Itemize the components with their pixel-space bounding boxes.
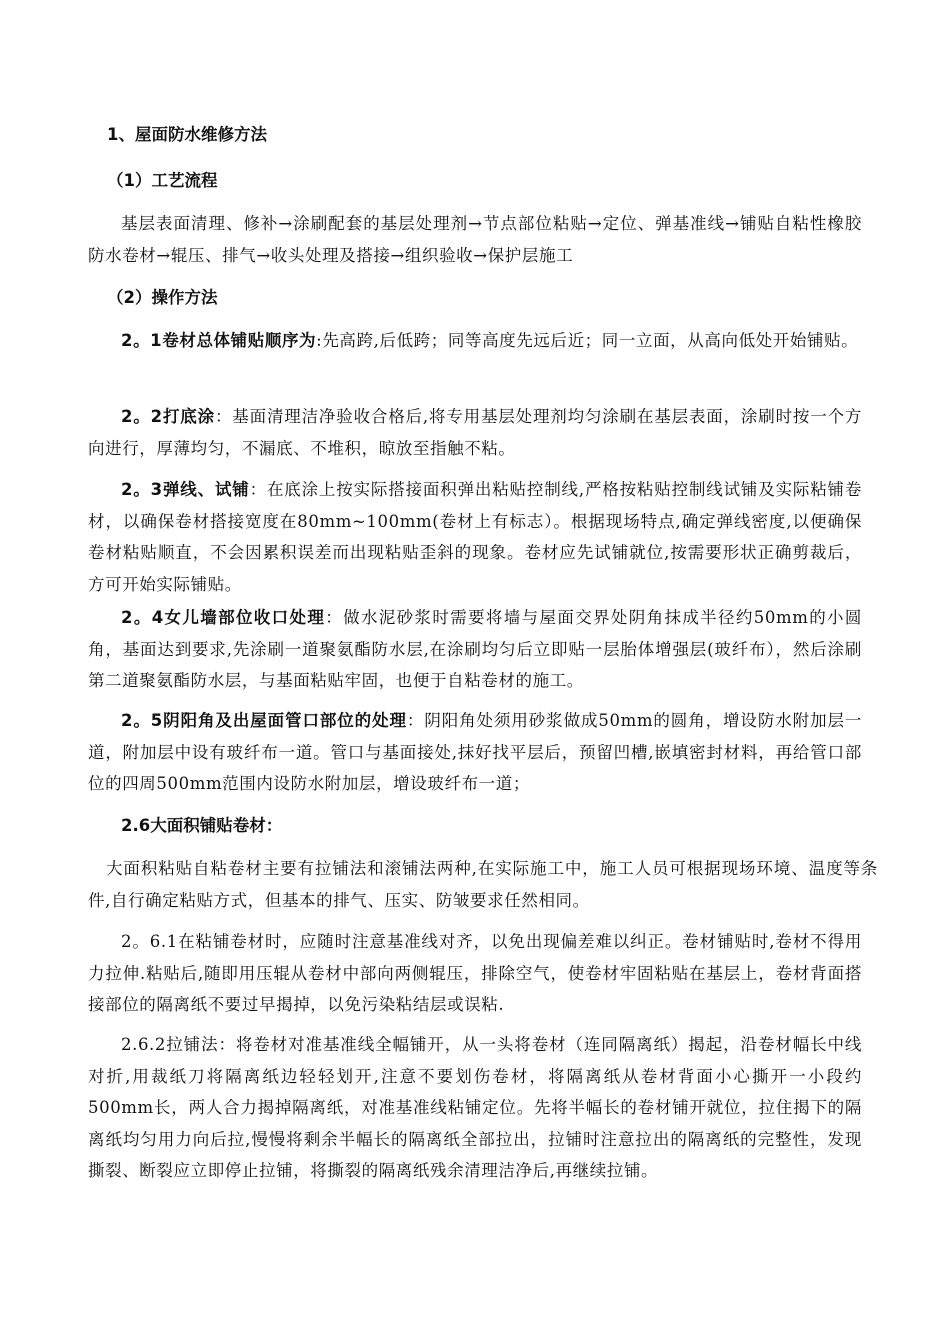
section-body-2-5: ：阴阳角处须用砂浆做成50mm的圆角，增设防水附加层一道，附加层中设有玻纤布一道。管口与基面接处,抹好找平层后，预留凹槽,嵌填密封材料，再给管口部位的四周500mm范围内设防水附加层，增设玻纤布一道； — [88, 711, 862, 793]
section-title-2-5: 2。5阴阳角及出屋面管口部位的处理 — [121, 711, 407, 730]
section-body-2-4: ：做水泥砂浆时需要将墙与屋面交界处阴角抹成半径约50mm的小圆角，基面达到要求,先涂刷一道聚氨酯防水层,在涂刷均匀后立即贴一层胎体增强层(玻纤布），然后涂刷第二道聚氨酯防水层，与基面粘贴牢固，也便于自粘卷材的施工。 — [88, 608, 863, 690]
heading-process-flow: （1）工艺流程 — [107, 171, 218, 190]
paragraph-2-6-intro: 大面积粘贴自粘卷材主要有拉铺法和滚铺法两种,在实际施工中，施工人员可根据现场环境、温度等条件,自行确定粘贴方式，但基本的排气、压实、防皱要求任然相同。 — [88, 859, 878, 910]
paragraph-2-3 — [88, 474, 862, 600]
paragraph-2-6-1: 2。6.1在粘铺卷材时，应随时注意基准线对齐，以免出现偏差难以纠正。卷材铺贴时,卷材不得用力拉伸.粘贴后,随即用压辊从卷材中部向两侧辊压，排除空气，使卷材牢固粘贴在基层上，卷材背面搭接部位的隔离纸不要过早揭掉，以免污染粘结层或误粘. — [88, 932, 862, 1014]
section-title-2-2: 2。2打底涂 — [121, 407, 215, 426]
paragraph-2-4 — [88, 602, 862, 697]
section-body-2-1: :先高跨,后低跨；同等高度先远后近；同一立面，从高向低处开始铺贴。 — [316, 331, 859, 350]
section-body-2-3: ：在底涂上按实际搭接面积弹出粘贴控制线,严格按粘贴控制线试铺及实际粘铺卷材，以确保卷材搭接宽度在80mm~100mm(卷材上有标志）。根据现场特点,确定弹线密度,以便确保卷材粘贴顺直，不会因累积误差而出现粘贴歪斜的现象。卷材应先试铺就位,按需要形状正确剪裁后，方可开始实际铺贴。 — [88, 480, 862, 594]
section-body-2-2: ：基面清理洁净验收合格后,将专用基层处理剂均匀涂刷在基层表面，涂刷时按一个方向进行，厚薄均匀，不漏底、不堆积，晾放至指触不粘。 — [88, 407, 863, 458]
paragraph-process-flow: 基层表面清理、修补→涂刷配套的基层处理剂→节点部位粘贴→定位、弹基准线→铺贴自粘性橡胶防水卷材→辊压、排气→收头处理及搭接→组织验收→保护层施工 — [88, 214, 862, 265]
paragraph-2-6-2: 2.6.2拉铺法：将卷材对准基准线全幅铺开，从一头将卷材（连同隔离纸）揭起，沿卷材幅长中线对折,用裁纸刀将隔离纸边轻轻划开,注意不要划伤卷材，将隔离纸从卷材背面小心撕开一小段约500mm长，两人合力揭掉隔离纸，对准基准线粘铺定位。先将半幅长的卷材铺开就位，拉住揭下的隔离纸均匀用力向后拉,慢慢将剩余半幅长的隔离纸全部拉出，拉铺时注意拉出的隔离纸的完整性，发现撕裂、断裂应立即停止拉铺，将撕裂的隔离纸残余清理洁净后,再继续拉铺。 — [88, 1035, 862, 1180]
paragraph-2-2 — [88, 401, 862, 464]
section-title-2-1: 2。1卷材总体铺贴顺序为 — [121, 331, 317, 350]
paragraph-2-1 — [88, 325, 862, 357]
section-title-2-4: 2。4女儿墙部位收口处理 — [121, 608, 326, 627]
paragraph-2-5 — [88, 705, 862, 800]
heading-roof-waterproof-repair: 1、屋面防水维修方法 — [107, 125, 267, 144]
heading-2-6: 2.6大面积铺贴卷材： — [121, 816, 283, 835]
section-title-2-3: 2。3弹线、试铺 — [121, 480, 250, 499]
heading-operation-method: （2）操作方法 — [107, 288, 218, 307]
